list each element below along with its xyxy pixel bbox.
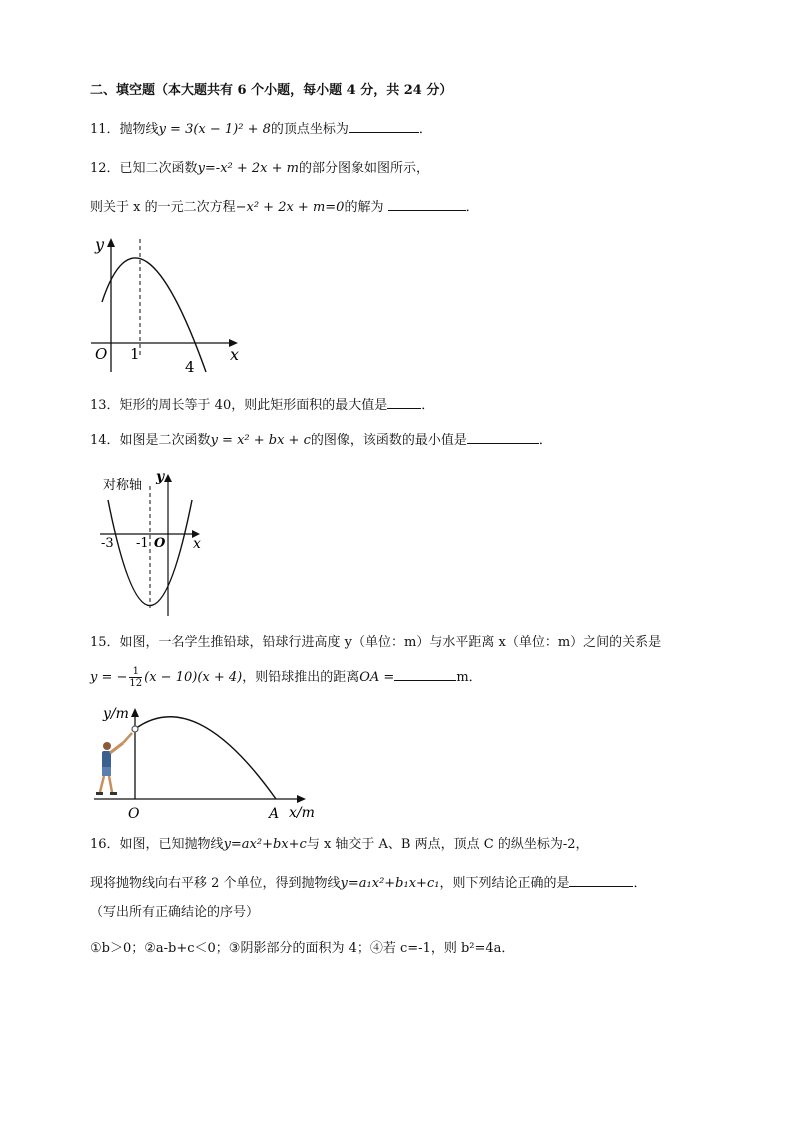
q11-text: 抛物线 <box>119 122 159 137</box>
q13-answer-blank[interactable] <box>387 395 421 409</box>
q12-equation: −x² + 2x + m=0 <box>235 200 345 215</box>
q12-y-arrow <box>107 238 115 247</box>
q14-formula: y = x² + bx + c <box>210 433 311 448</box>
question-14: 14．如图是二次函数y = x² + bx + c的图像，该函数的最小值是 ． <box>90 430 552 450</box>
q15-shot-put-figure <box>90 700 330 822</box>
section-heading: 二、填空题（本大题共有 6 个小题，每小题 4 分，共 24 分） <box>90 83 453 98</box>
question-16-options: ①b＞0；②a-b+c＜0；③阴影部分的面积为 4；④若 c=-1，则 b²=4a． <box>90 941 515 956</box>
q11-answer-blank[interactable] <box>349 119 419 133</box>
q11-formula: y = 3(x − 1)² + 8 <box>158 122 271 137</box>
q14-tick-neg3: -3 <box>101 536 114 551</box>
q11-number: 11． <box>90 122 120 137</box>
question-13: 13．矩形的周长等于 40，则此矩形面积的最大值是 ． <box>90 395 434 415</box>
q12-y-label: y <box>95 235 105 254</box>
question-12-line1: 12．已知二次函数y=-x² + 2x + m的部分图象如图所示， <box>90 161 429 176</box>
q15-oa-label: OA = <box>359 670 395 685</box>
q15-student-figure <box>96 733 132 795</box>
q12-parabola-curve <box>102 258 206 372</box>
q15-origin-label: O <box>128 806 140 822</box>
q13-number: 13． <box>90 398 120 413</box>
q16-number: 16． <box>90 837 120 852</box>
q12-tick-4: 4 <box>185 358 195 374</box>
q14-answer-blank[interactable] <box>467 430 539 444</box>
q15-formula: (x − 10)(x + 4) <box>144 670 243 685</box>
q12-parabola-figure <box>88 232 248 374</box>
question-15-line2: y = − $\frac{1}{12}$ (x − 10)(x + 4)，则铅球推出的距离OA = m． <box>90 666 482 689</box>
q12-origin-label: O <box>95 345 108 363</box>
q15-trajectory-curve <box>135 717 276 799</box>
q11-text-b: 的顶点坐标为 <box>270 122 349 137</box>
q15-formula-prefix: y = − <box>90 670 128 685</box>
question-11: 11．抛物线y = 3(x − 1)² + 8的顶点坐标为 ． <box>90 119 432 139</box>
q14-origin-label: O <box>154 536 166 551</box>
q14-parabola-figure <box>98 466 222 622</box>
question-15-line1: 15．如图，一名学生推铅球，铅球行进高度 y（单位：m）与水平距离 x（单位：m）之间的关系是 <box>90 635 662 650</box>
q12-answer-blank[interactable] <box>388 197 466 211</box>
question-16-line2: 现将抛物线向右平移 2 个单位，得到抛物线y=a₁x²+b₁x+c₁，则下列结论正确的是 ． <box>90 873 646 893</box>
question-12-line2: 则关于 x 的一元二次方程−x² + 2x + m=0的解为 ． <box>90 197 479 217</box>
question-16-note: （写出所有正确结论的序号） <box>90 905 260 920</box>
q14-x-label: x <box>193 536 201 552</box>
q14-y-arrow <box>164 474 172 482</box>
q12-tick-1: 1 <box>130 345 140 363</box>
q12-formula: y=-x² + 2x + m <box>197 161 299 176</box>
q15-fraction: $\frac{1}{12}$ <box>129 666 143 689</box>
q15-y-arrow <box>131 708 139 717</box>
q12-number: 12． <box>90 161 120 176</box>
q14-axis-label: 对称轴 <box>103 478 143 493</box>
q15-number: 15． <box>90 635 120 650</box>
q16-answer-blank[interactable] <box>569 873 633 887</box>
q12-x-label: x <box>230 345 240 364</box>
q15-x-label: x/m <box>289 805 315 821</box>
q15-shot-ball <box>132 726 138 732</box>
q14-y-label: y <box>156 469 165 485</box>
q15-y-label: y/m <box>103 706 129 722</box>
q16-formula-1: y=ax²+bx+c <box>223 837 307 852</box>
q14-tick-neg1: -1 <box>136 536 149 551</box>
q14-number: 14． <box>90 433 120 448</box>
q15-x-arrow <box>297 795 306 803</box>
q16-formula-2: y=a₁x²+b₁x+c₁ <box>340 876 440 891</box>
q15-answer-blank[interactable] <box>394 667 456 681</box>
q15-point-a-label: A <box>269 806 280 822</box>
q13-text: 矩形的周长等于 40，则此矩形面积的最大值是 <box>119 398 388 413</box>
question-16-line1: 16．如图，已知抛物线y=ax²+bx+c与 x 轴交于 A、B 两点，顶点 C 的纵坐标为-2， <box>90 837 589 852</box>
